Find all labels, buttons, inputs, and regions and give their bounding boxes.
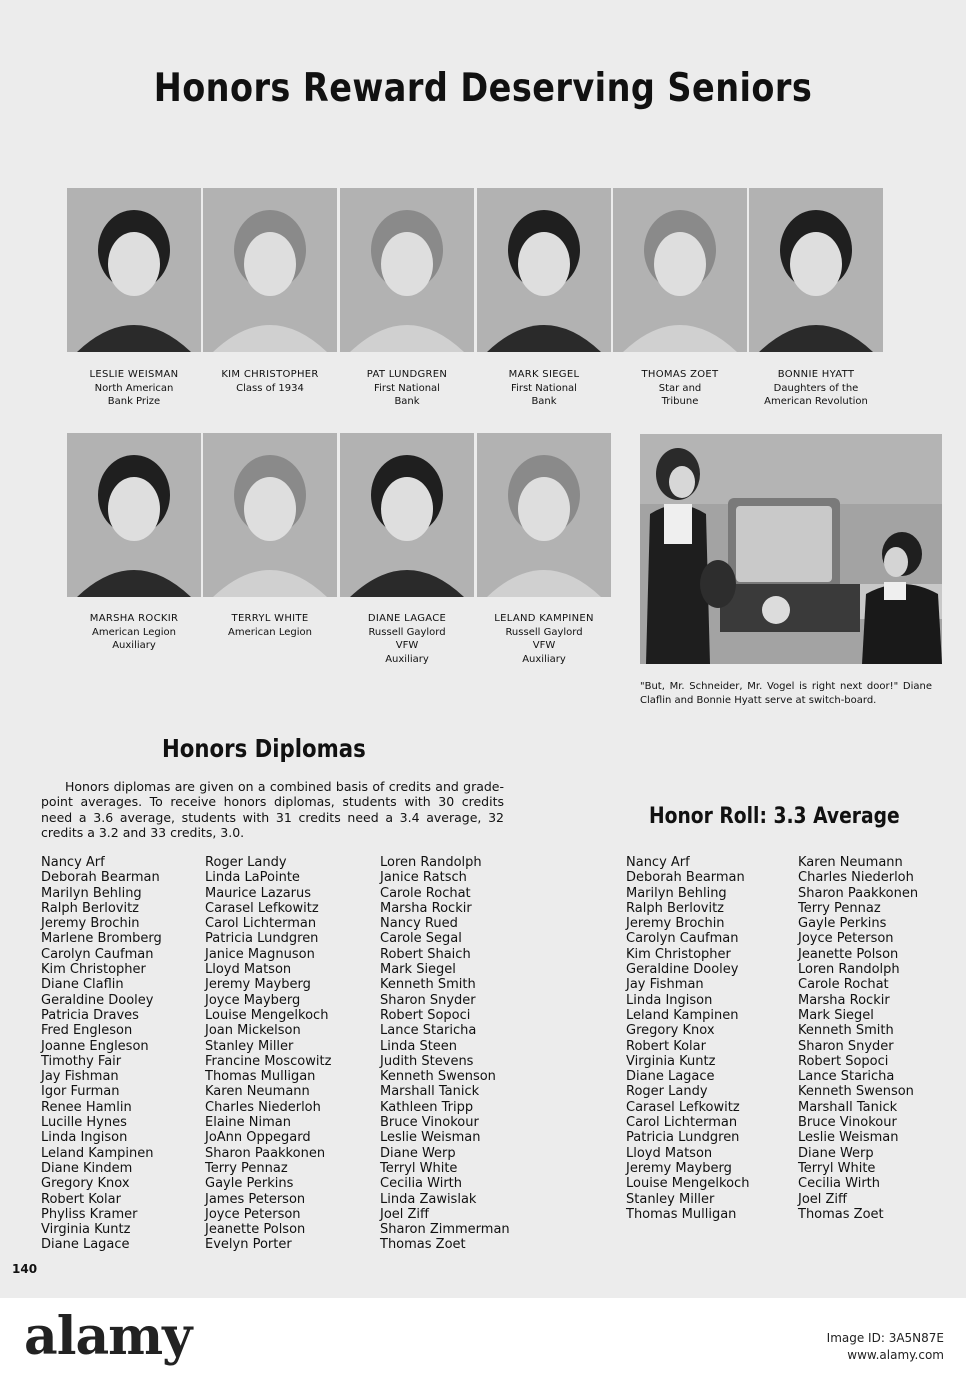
student-name-item: Ralph Berlovitz [626,900,725,916]
award-line: First National [511,382,577,394]
honor-roll-column-1 [626,855,749,1222]
student-name-item: Sharon Snyder [380,992,476,1008]
row1-portrait [67,188,201,352]
student-name-item: Joyce Peterson [798,931,894,947]
student-name: MARK SIEGEL [508,369,580,380]
portrait-graphic [67,433,201,597]
student-name-item: Nancy Arf [41,855,105,870]
image-id: Image ID: 3A5N87E [826,1331,944,1345]
row1-caption [610,368,750,409]
award-line: Auxiliary [522,653,566,665]
student-name-item: Nancy Rued [380,916,458,932]
stock-info [827,1330,944,1364]
student-name-item: Thomas Zoet [798,1206,884,1222]
student-name-item: Diane Lagace [626,1069,715,1085]
student-name-item: Thomas Mulligan [626,1206,737,1222]
student-name-item: Jeanette Polson [205,1222,306,1238]
portrait-graphic [203,433,337,597]
student-name-item: Kenneth Smith [380,977,476,993]
row1-caption [746,368,886,409]
student-name-item: Lloyd Matson [626,1145,713,1161]
award-line: American Legion [228,626,312,638]
student-name-item: Maurice Lazarus [205,885,312,901]
student-name-item: Virginia Kuntz [626,1053,716,1069]
student-name-item: Carole Rochat [380,885,471,901]
student-name-item: Lance Staricha [380,1023,477,1039]
award-line: Auxiliary [385,653,429,665]
student-name: BONNIE HYATT [777,369,855,380]
student-name: MARSHA ROCKIR [89,613,179,624]
student-name-item: Timothy Fair [41,1053,122,1069]
student-name-item: Ralph Berlovitz [41,900,140,916]
student-name-item: Diane Werp [798,1145,874,1161]
student-name-item: Linda Zawislak [380,1191,477,1207]
honor-roll-heading: Honor Roll: 3.3 Average [649,804,900,829]
student-name-item: Carasel Lefkowitz [626,1099,740,1115]
student-name-item: Roger Landy [205,855,287,870]
student-name: LESLIE WEISMAN [89,369,179,380]
student-name-item: Kim Christopher [41,962,146,978]
award-line: Class of 1934 [236,382,304,394]
award-line: VFW [532,640,556,651]
student-name-item: Fred Engleson [41,1023,133,1039]
award-line: First National [374,382,440,394]
student-name-item: Nancy Arf [626,855,690,870]
student-name-item: Marilyn Behling [626,885,727,901]
student-name-item: Mark Siegel [380,962,456,978]
award-line: VFW [395,640,419,651]
student-name-item: Joel Ziff [798,1191,848,1207]
student-name-item: Jay Fishman [626,977,704,993]
row1-portrait [203,188,337,352]
student-name-item: Carasel Lefkowitz [205,900,319,916]
student-name-item: Igor Furman [41,1084,120,1100]
student-name-item: Leland Kampinen [626,1007,739,1023]
page-number: 140 [12,1262,38,1276]
student-name-item: Carol Lichterman [205,916,317,932]
student-name-item: Jeremy Brochin [626,916,725,932]
student-name-item: Sharon Zimmerman [380,1222,510,1238]
student-name-item: Marsha Rockir [380,900,472,916]
student-name-item: Robert Kolar [626,1038,706,1054]
student-name-item: Evelyn Porter [205,1237,292,1253]
student-name-item: Kathleen Tripp [380,1099,474,1115]
student-name-item: Janice Magnuson [205,946,315,962]
student-name-item: Robert Shaich [380,946,471,962]
page-title: Honors Reward Deserving Seniors [153,66,813,111]
award-line: Star and [658,382,702,394]
student-name-item: Jeremy Mayberg [626,1160,732,1176]
award-line: Auxiliary [112,640,156,651]
student-name-item: Janice Ratsch [380,870,467,886]
student-name-item: Leslie Weisman [798,1130,899,1146]
student-name-item: Diane Kindem [41,1160,133,1176]
student-name-item: Carolyn Caufman [41,946,154,962]
student-name: KIM CHRISTOPHER [221,369,319,380]
student-name-item: Jeremy Mayberg [205,977,311,993]
portrait-graphic [340,188,474,352]
student-name-item: James Peterson [205,1191,306,1207]
student-name-item: Sharon Paakkonen [798,885,919,901]
student-name-item: Linda Steen [380,1038,458,1054]
honors-diplomas-column-2 [205,855,331,1253]
student-name: THOMAS ZOET [641,369,719,380]
student-name-item: Charles Niederloh [798,870,914,886]
portrait-graphic [67,188,201,352]
portrait-graphic [203,188,337,352]
award-line: American Revolution [764,396,868,407]
award-line: Daughters of the [773,382,859,394]
row1-caption [64,368,204,409]
student-name-item: Gregory Knox [41,1176,130,1192]
student-name-item: Jay Fishman [41,1069,119,1085]
row2-caption [200,612,340,639]
portrait-graphic [340,433,474,597]
student-name-item: Carol Lichterman [626,1115,738,1131]
student-name-item: Jeremy Brochin [41,916,140,932]
student-name-item: Kenneth Swenson [380,1069,496,1085]
student-name-item: Diane Werp [380,1145,456,1161]
row2-caption [337,612,477,666]
student-name-item: Gayle Perkins [205,1176,294,1192]
student-name-item: Linda Ingison [41,1130,128,1146]
student-name-item: Patricia Draves [41,1007,139,1023]
portrait-graphic [477,433,611,597]
student-name-item: Virginia Kuntz [41,1222,131,1238]
switchboard-scene-graphic [640,434,942,664]
award-line: Bank [394,396,420,407]
student-name: LELAND KAMPINEN [494,613,594,624]
row1-portrait [340,188,474,352]
student-name-item: Robert Sopoci [380,1007,471,1023]
stock-footer [0,1298,966,1390]
student-name: PAT LUNDGREN [366,369,448,380]
student-name-item: Gayle Perkins [798,916,887,932]
student-name-item: Elaine Niman [205,1115,291,1131]
student-name-item: Marsha Rockir [798,992,890,1008]
student-name-item: Cecilia Wirth [798,1176,881,1192]
student-name-item: Karen Neumann [205,1084,310,1100]
student-name-item: Patricia Lundgren [626,1130,740,1146]
student-name-item: Diane Claflin [41,977,124,993]
award-line: Bank [531,396,557,407]
award-line: North American [94,382,174,394]
row1-caption [337,368,477,409]
student-name-item: Robert Sopoci [798,1053,889,1069]
student-name-item: Marlene Bromberg [41,931,162,947]
student-name-item: Bruce Vinokour [798,1115,897,1131]
student-name-item: Joyce Peterson [205,1206,301,1222]
honors-diplomas-column-1 [41,855,162,1253]
switchboard-photo [640,434,942,664]
award-line: Bank Prize [107,396,161,407]
student-name-item: Thomas Zoet [380,1237,466,1253]
student-name-item: Linda Ingison [626,992,713,1008]
student-name-item: Thomas Mulligan [205,1069,316,1085]
student-name-item: Diane Lagace [41,1237,130,1253]
honor-roll-column-2 [798,855,918,1222]
row2-portrait [203,433,337,597]
row1-caption [474,368,614,409]
student-name-item: Gregory Knox [626,1023,715,1039]
row2-portrait [340,433,474,597]
honors-diplomas-description: Honors diplomas are given on a combined basis of credits and grade-point averages. To receive honors diplomas, students with 30 credits need a 3.6 average, students with 31 credits need a 3.4 average, 32 credits a 3.2 and 33 credits, 3.0. [41,779,504,840]
row1-caption [200,368,340,395]
portrait-graphic [613,188,747,352]
student-name-item: Kim Christopher [626,946,731,962]
student-name-item: Mark Siegel [798,1007,874,1023]
row1-portrait [477,188,611,352]
row2-caption [474,612,614,666]
student-name-item: Geraldine Dooley [626,962,739,978]
student-name-item: Lance Staricha [798,1069,895,1085]
row2-portrait [477,433,611,597]
award-line: Tribune [661,396,699,407]
stock-logo: alamy [24,1306,192,1367]
student-name-item: Carolyn Caufman [626,931,739,947]
honors-diplomas-heading: Honors Diplomas [162,734,366,763]
student-name-item: Sharon Snyder [798,1038,894,1054]
student-name-item: JoAnn Oppegard [205,1130,311,1146]
student-name-item: Charles Niederloh [205,1099,321,1115]
student-name: TERRYL WHITE [231,613,309,624]
student-name-item: Renee Hamlin [41,1099,132,1115]
award-line: Russell Gaylord [505,626,583,638]
student-name-item: Karen Neumann [798,855,903,870]
student-name-item: Stanley Miller [205,1038,294,1054]
student-name-item: Loren Randolph [380,855,482,870]
honors-diplomas-column-3 [380,855,510,1253]
row1-portrait [613,188,747,352]
student-name-item: Carole Segal [380,931,462,947]
student-name-item: Bruce Vinokour [380,1115,479,1131]
student-name-item: Judith Stevens [380,1053,474,1069]
student-name-item: Leland Kampinen [41,1145,154,1161]
student-name-item: Joel Ziff [380,1206,430,1222]
student-name-item: Louise Mengelkoch [626,1176,750,1192]
row1-portrait [749,188,883,352]
student-name-item: Marilyn Behling [41,885,142,901]
student-name-item: Louise Mengelkoch [205,1007,329,1023]
student-name-item: Terry Pennaz [798,900,881,916]
student-name-item: Stanley Miller [626,1191,715,1207]
student-name-item: Jeanette Polson [798,946,899,962]
student-name-item: Francine Moscowitz [205,1053,332,1069]
student-name-item: Terry Pennaz [205,1160,288,1176]
student-name-item: Cecilia Wirth [380,1176,463,1192]
student-name-item: Joyce Mayberg [205,992,301,1008]
student-name-item: Marshall Tanick [380,1084,480,1100]
student-name-item: Patricia Lundgren [205,931,319,947]
award-line: American Legion [92,626,176,638]
student-name: DIANE LAGACE [367,613,447,624]
student-name-item: Terryl White [798,1160,876,1176]
student-name-item: Carole Rochat [798,977,889,993]
student-name-item: Kenneth Smith [798,1023,894,1039]
award-line: Russell Gaylord [368,626,446,638]
student-name-item: Geraldine Dooley [41,992,154,1008]
student-name-item: Roger Landy [626,1084,708,1100]
student-name-item: Linda LaPointe [205,870,300,886]
stock-site: www.alamy.com [847,1348,944,1362]
student-name-item: Kenneth Swenson [798,1084,914,1100]
student-name-item: Sharon Paakkonen [205,1145,326,1161]
student-name-item: Joanne Engleson [41,1038,149,1054]
student-name-item: Terryl White [380,1160,458,1176]
student-name-item: Deborah Bearman [626,870,745,886]
student-name-item: Leslie Weisman [380,1130,481,1146]
row2-caption [64,612,204,653]
student-name-item: Loren Randolph [798,962,900,978]
row2-portrait [67,433,201,597]
student-name-item: Phyliss Kramer [41,1206,138,1222]
student-name-item: Marshall Tanick [798,1099,898,1115]
portrait-graphic [477,188,611,352]
switchboard-caption: "But, Mr. Schneider, Mr. Vogel is right next door!" Diane Claflin and Bonnie Hyatt serve at switch-board. [640,681,932,706]
student-name-item: Lucille Hynes [41,1115,127,1131]
portrait-graphic [749,188,883,352]
student-name-item: Robert Kolar [41,1191,121,1207]
student-name-item: Lloyd Matson [205,962,292,978]
student-name-item: Joan Mickelson [205,1023,301,1039]
student-name-item: Deborah Bearman [41,870,160,886]
